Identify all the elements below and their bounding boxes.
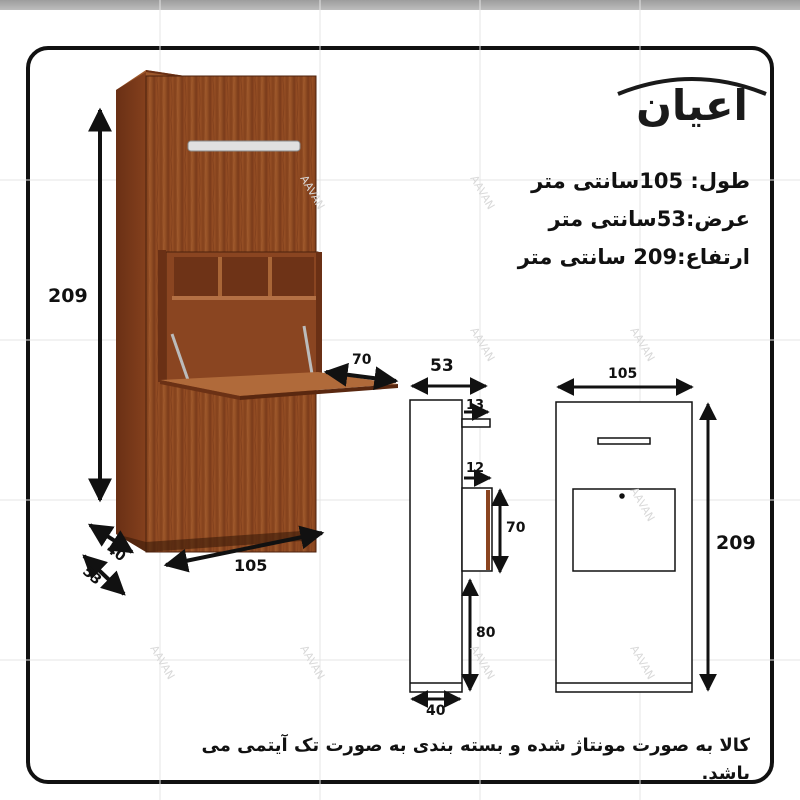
spec-length: طول: 105سانتی متر xyxy=(531,169,750,193)
label-cabinet-height: 209 xyxy=(48,285,88,307)
handle-bar xyxy=(188,141,300,151)
front-elevation-drawing xyxy=(556,402,692,692)
label-front-height: 209 xyxy=(716,532,756,554)
label-cabinet-depth-40: 40 xyxy=(103,540,129,566)
label-cabinet-depth-53: 53 xyxy=(79,563,105,589)
label-side-base-depth: 40 xyxy=(426,703,446,719)
assembly-note: کالا به صورت مونتاژ شده و بسته بندی به صورت تک آیتمی می باشد. xyxy=(201,735,750,784)
spec-width: عرض:53سانتی متر xyxy=(548,207,750,231)
svg-text:AAVAN: AAVAN xyxy=(627,325,658,364)
label-side-desk-height: 70 xyxy=(506,520,526,536)
cabinet-3d-illustration xyxy=(116,70,398,552)
label-side-top-offset: 13 xyxy=(466,398,485,413)
svg-text:AAVAN: AAVAN xyxy=(467,643,498,682)
svg-text:AAVAN: AAVAN xyxy=(297,643,328,682)
spec-list xyxy=(490,164,750,278)
svg-text:AAVAN: AAVAN xyxy=(467,173,498,212)
spec-height: ارتفاع:209 سانتی متر xyxy=(517,245,750,269)
label-side-depth: 53 xyxy=(430,356,454,376)
brand-logo xyxy=(612,68,772,132)
label-desk-depth: 70 xyxy=(352,352,372,368)
svg-text:AAVAN: AAVAN xyxy=(147,643,178,682)
logo-text: اعیان xyxy=(636,81,748,130)
svg-text:AAVAN: AAVAN xyxy=(627,485,658,524)
label-front-width: 105 xyxy=(608,366,638,382)
svg-text:AAVAN: AAVAN xyxy=(627,643,658,682)
label-cabinet-width: 105 xyxy=(234,556,268,575)
label-side-desk-floor: 80 xyxy=(476,625,496,641)
svg-text:AAVAN: AAVAN xyxy=(467,325,498,364)
svg-text:AAVAN: AAVAN xyxy=(297,173,328,212)
label-side-desk-offset: 12 xyxy=(466,461,485,476)
